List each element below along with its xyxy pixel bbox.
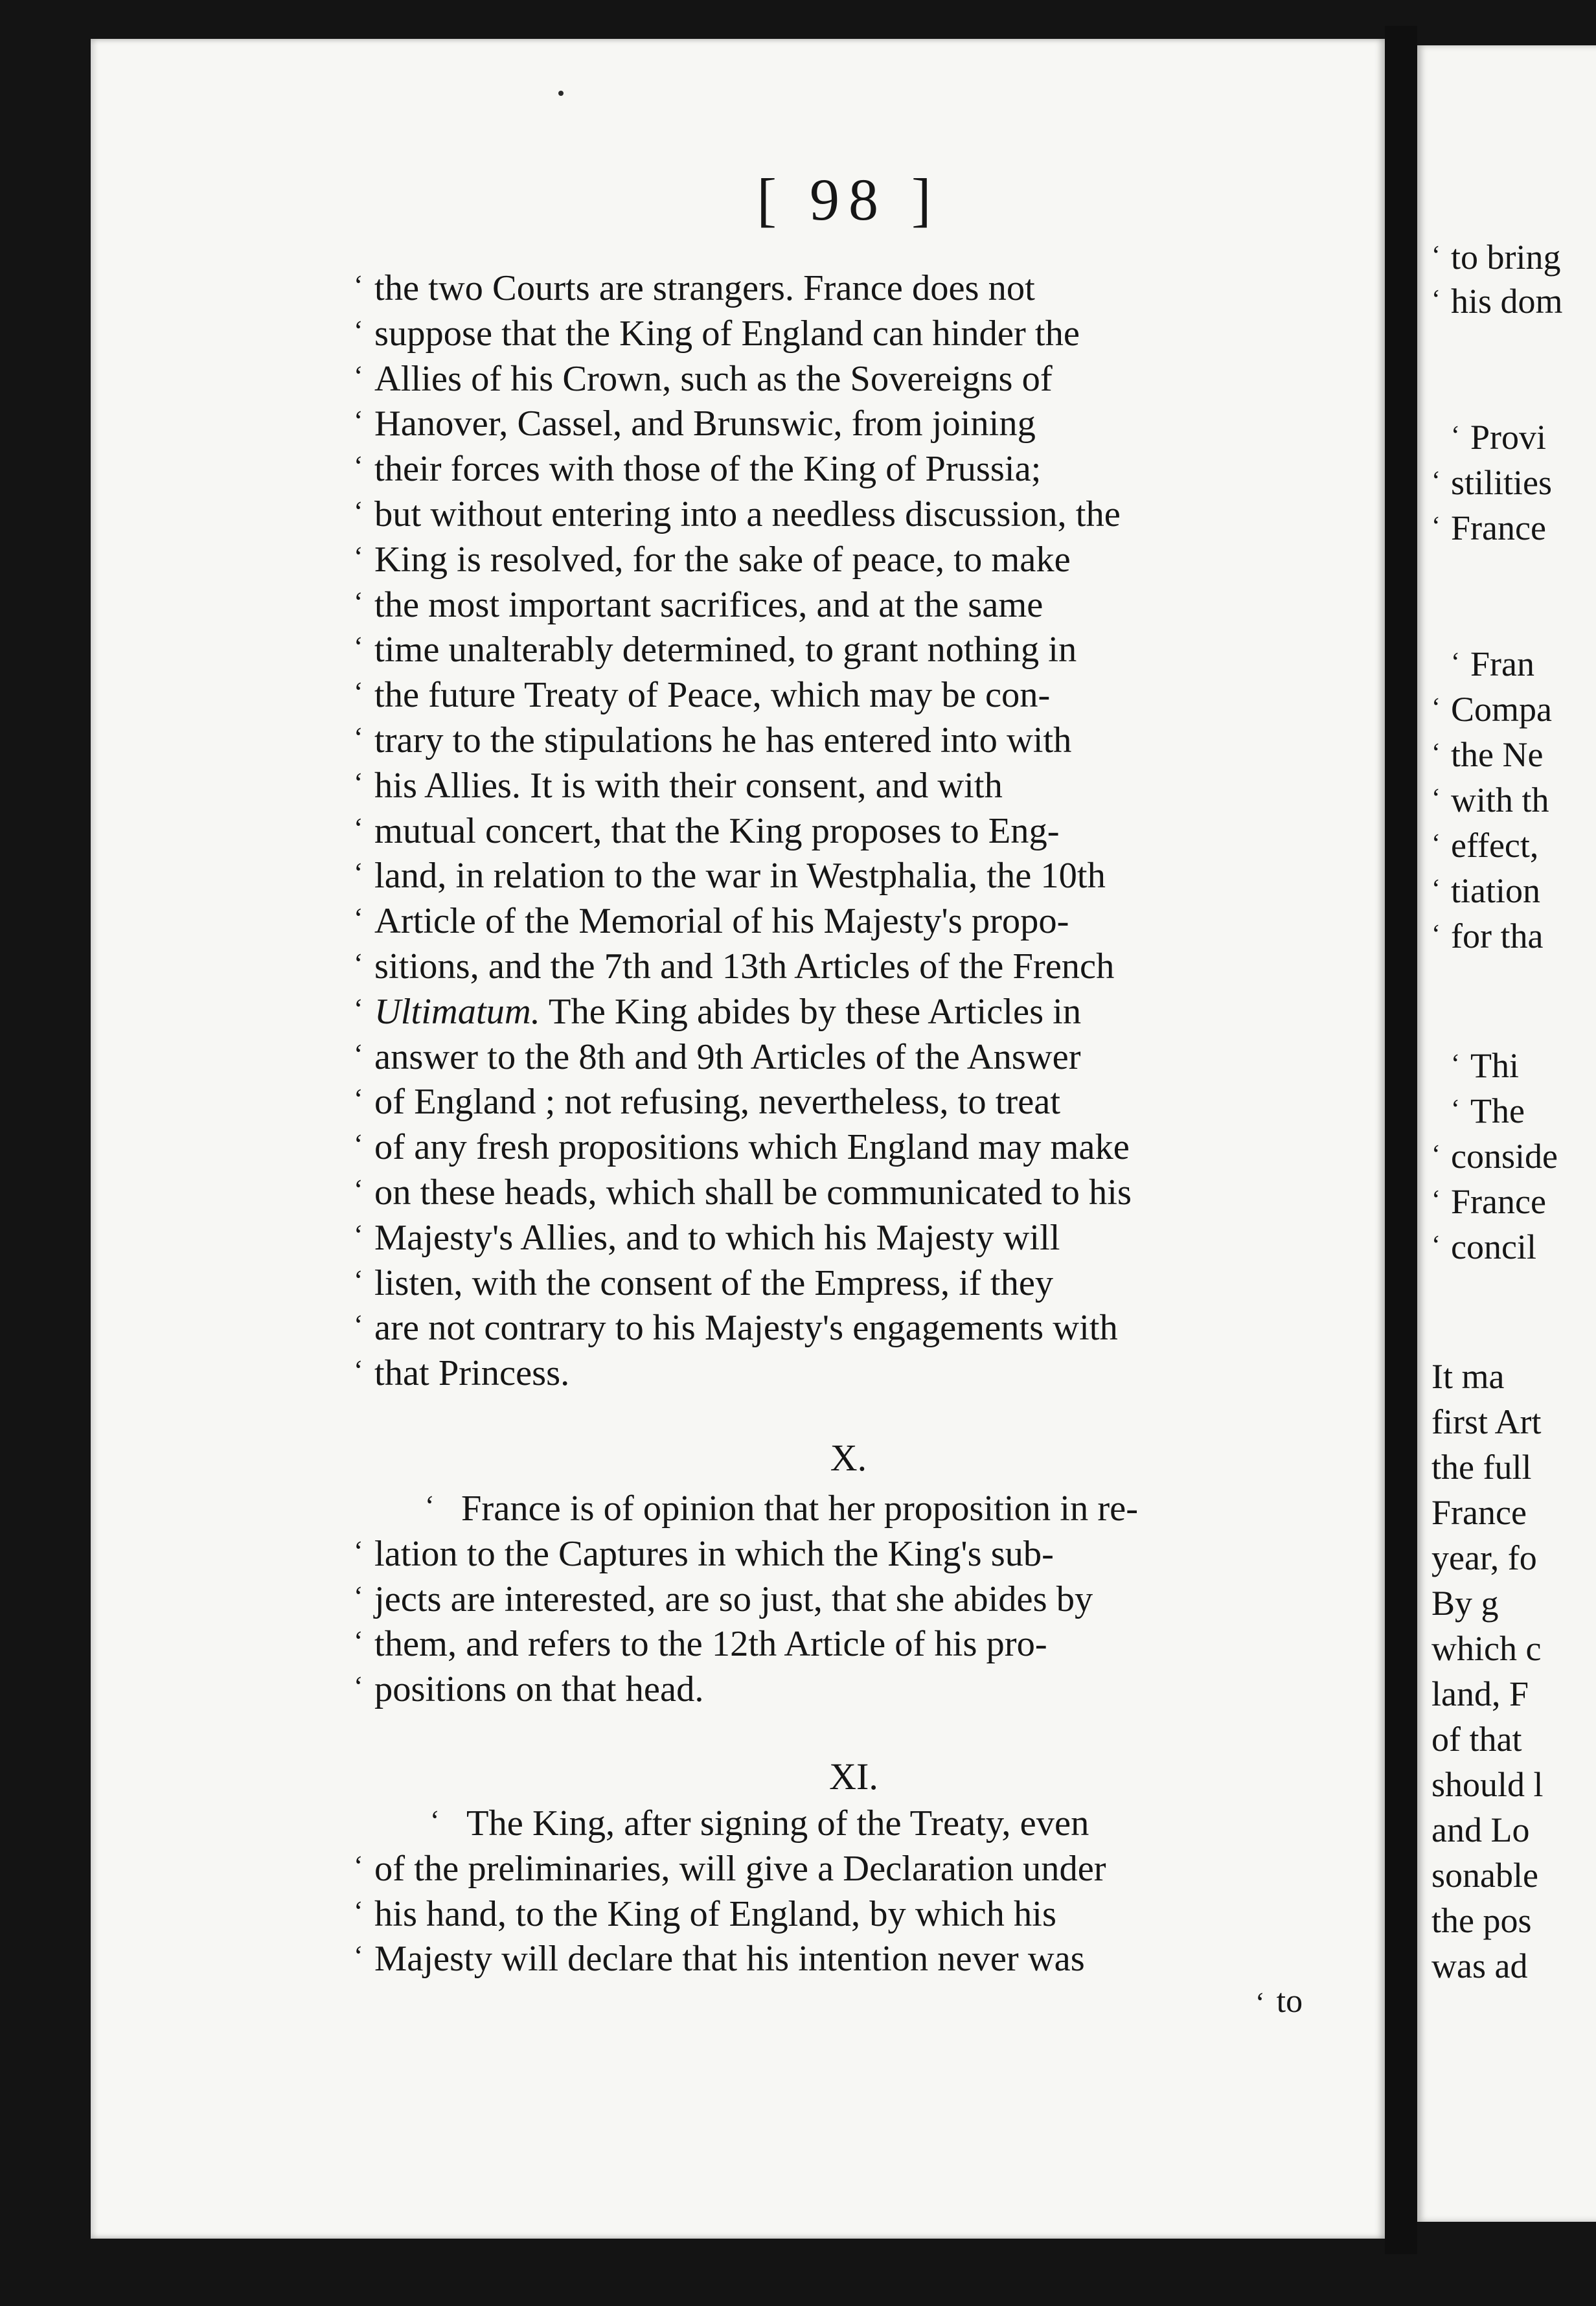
quote-mark: ‘ <box>354 1895 363 1927</box>
line-text: land, in relation to the war in Westphalia, the 10th <box>374 856 1106 896</box>
text-line <box>354 1123 1314 1171</box>
line-text: that Princess. <box>374 1353 570 1394</box>
facing-line-text: first Art <box>1431 1402 1542 1441</box>
line-text: time unalterably determined, to grant nothing in <box>374 630 1077 670</box>
facing-line-text: France <box>1431 1493 1527 1532</box>
quote-mark: ‘ <box>354 540 363 573</box>
line-text: are not contrary to his Majesty's engagements with <box>374 1308 1118 1349</box>
facing-line-text: should l <box>1431 1765 1544 1804</box>
quote-mark: ‘ <box>1451 1095 1460 1124</box>
line-text: trary to the stipulations he has entered into with <box>374 720 1072 760</box>
quote-mark: ‘ <box>354 586 363 618</box>
quote-mark: ‘ <box>354 1354 363 1387</box>
quote-mark: ‘ <box>354 496 363 527</box>
quote-mark: ‘ <box>1431 285 1441 315</box>
facing-text-line <box>1431 1134 1558 1179</box>
line-text: Majesty's Allies, and to which his Majesty will <box>374 1217 1060 1258</box>
text-line <box>354 671 1314 719</box>
top-dark-edge <box>0 0 1596 39</box>
quote-mark: ‘ <box>354 360 363 392</box>
line-text: France is of opinion that her proposition in re- <box>461 1489 1139 1529</box>
line-text: but without entering into a needless discussion, the <box>374 494 1121 534</box>
facing-text-line <box>1431 1224 1536 1270</box>
facing-line-text: It ma <box>1431 1357 1505 1396</box>
line-text: the most important sacrifices, and at the same <box>374 584 1043 625</box>
facing-line-text: By g <box>1431 1584 1499 1623</box>
text-line <box>354 1078 1314 1126</box>
line-text: positions on that head. <box>374 1669 704 1710</box>
text-line <box>354 897 1314 945</box>
section-heading-x: X. <box>830 1437 867 1479</box>
facing-line-text: and Lo <box>1431 1810 1530 1849</box>
facing-line-text: his dom <box>1451 282 1563 321</box>
line-text: the future Treaty of Peace, which may be con- <box>374 675 1051 716</box>
facing-line-text: which c <box>1431 1629 1542 1668</box>
text-line <box>354 1304 1314 1352</box>
facing-text-line <box>1451 415 1547 460</box>
facing-text-line <box>1431 1898 1532 1943</box>
line-text: mutual concert, that the King proposes to Eng- <box>374 810 1060 851</box>
text-line <box>354 626 1314 674</box>
text-line <box>354 988 1314 1036</box>
quote-mark: ‘ <box>354 857 363 889</box>
facing-line-text: effect, <box>1451 826 1539 865</box>
line-text: them, and refers to the 12th Article of his pro- <box>374 1624 1047 1665</box>
facing-text-line <box>1431 1717 1522 1762</box>
text-line <box>354 716 1314 764</box>
facing-line-text: Fran <box>1470 645 1534 683</box>
quote-mark: ‘ <box>354 1671 363 1703</box>
quote-mark: ‘ <box>354 1940 363 1972</box>
quote-mark: ‘ <box>354 631 363 663</box>
quote-mark: ‘ <box>1431 1140 1441 1170</box>
text-line <box>354 1935 1314 1983</box>
quote-mark: ‘ <box>354 992 363 1025</box>
quote-mark: ‘ <box>354 1580 363 1612</box>
quote-mark: ‘ <box>1431 241 1441 271</box>
text-line <box>354 1169 1314 1216</box>
facing-text-line <box>1431 1581 1499 1626</box>
quote-mark: ‘ <box>1255 1987 1265 2018</box>
text-line <box>354 1575 1314 1623</box>
facing-text-line <box>1431 777 1549 823</box>
text-line <box>354 400 1314 448</box>
text-line <box>354 310 1314 358</box>
facing-line-text: the Ne <box>1451 735 1544 774</box>
page-number: [ 98 ] <box>757 166 940 233</box>
facing-text-line <box>1431 687 1552 732</box>
text-line <box>354 1214 1314 1262</box>
quote-mark: ‘ <box>425 1490 435 1522</box>
quote-mark: ‘ <box>354 1535 363 1567</box>
quote-mark: ‘ <box>354 1038 363 1070</box>
line-text-continued: The King abides by these Articles in <box>540 991 1082 1032</box>
line-text: of England ; not refusing, nevertheless, to treat <box>374 1082 1061 1123</box>
line-text: their forces with those of the King of Prussia; <box>374 449 1042 490</box>
text-line <box>354 445 1314 493</box>
quote-mark: ‘ <box>354 812 363 844</box>
text-line <box>354 852 1314 900</box>
quote-mark: ‘ <box>430 1805 440 1836</box>
text-line <box>354 1845 1314 1893</box>
facing-line-text: Provi <box>1470 418 1547 457</box>
line-text: of any fresh propositions which England may make <box>374 1127 1130 1168</box>
line-text: jects are interested, are so just, that she abides by <box>374 1579 1093 1619</box>
facing-line-text: tiation <box>1451 871 1540 910</box>
quote-mark: ‘ <box>354 902 363 935</box>
quote-mark: ‘ <box>1451 648 1460 678</box>
facing-text-line <box>1431 1399 1542 1444</box>
text-line <box>354 490 1314 538</box>
facing-line-text: year, fo <box>1431 1538 1537 1577</box>
text-line <box>425 1485 1400 1533</box>
facing-text-line <box>1431 823 1539 868</box>
speck <box>558 91 564 96</box>
facing-line-text: sonable <box>1431 1856 1538 1895</box>
facing-text-line <box>1431 732 1544 777</box>
line-text: the two Courts are strangers. France does not <box>374 268 1035 308</box>
text-line <box>354 536 1314 584</box>
text-line <box>354 807 1314 855</box>
facing-line-text: for tha <box>1451 917 1544 955</box>
quote-mark: ‘ <box>354 1849 363 1882</box>
facing-text-line <box>1451 641 1534 687</box>
quote-mark: ‘ <box>354 450 363 483</box>
catchword-text: to <box>1276 1983 1303 2020</box>
facing-line-text: the pos <box>1431 1901 1532 1940</box>
facing-line-text: was ad <box>1431 1946 1528 1985</box>
facing-text-line <box>1431 1179 1546 1224</box>
quote-mark: ‘ <box>354 405 363 437</box>
facing-text-line <box>1431 460 1553 505</box>
line-text: suppose that the King of England can hinder the <box>374 313 1080 354</box>
quote-mark: ‘ <box>1431 693 1441 723</box>
line-text: sitions, and the 7th and 13th Articles of the French <box>374 946 1115 987</box>
text-line <box>354 355 1314 403</box>
facing-line-text: with th <box>1451 781 1549 819</box>
facing-line-text: of that <box>1431 1720 1522 1759</box>
facing-text-line <box>1431 234 1561 280</box>
quote-mark: ‘ <box>1431 738 1441 768</box>
facing-text-line <box>1431 1490 1527 1535</box>
facing-text-line <box>1431 1535 1537 1581</box>
text-line <box>354 1890 1314 1938</box>
text-line <box>354 762 1314 810</box>
quote-mark: ‘ <box>354 1218 363 1251</box>
quote-mark: ‘ <box>354 766 363 799</box>
text-line <box>354 581 1314 629</box>
quote-mark: ‘ <box>354 676 363 709</box>
facing-text-line <box>1431 1354 1504 1399</box>
quote-mark: ‘ <box>1431 920 1441 950</box>
facing-line-text: the full <box>1431 1448 1532 1487</box>
line-text: Article of the Memorial of his Majesty's propo- <box>374 901 1069 942</box>
facing-line-text: Compa <box>1451 690 1552 729</box>
line-text: King is resolved, for the sake of peace, to make <box>374 539 1071 580</box>
line-text: of the preliminaries, will give a Declaration under <box>374 1848 1106 1889</box>
facing-line-text: to bring <box>1451 238 1561 277</box>
quote-mark: ‘ <box>354 948 363 979</box>
facing-line-text: concil <box>1451 1227 1536 1266</box>
facing-text-line <box>1431 1444 1531 1490</box>
quote-mark: ‘ <box>1451 1049 1460 1079</box>
quote-mark: ‘ <box>354 1309 363 1341</box>
line-text: Hanover, Cassel, and Brunswic, from joining <box>374 404 1036 444</box>
quote-mark: ‘ <box>1431 1185 1441 1215</box>
quote-mark: ‘ <box>1431 874 1441 904</box>
text-line <box>354 264 1314 312</box>
facing-text-line <box>1431 1626 1541 1671</box>
quote-mark: ‘ <box>354 314 363 347</box>
quote-mark: ‘ <box>1431 829 1441 859</box>
text-line <box>354 1620 1314 1668</box>
quote-mark: ‘ <box>354 269 363 301</box>
quote-mark: ‘ <box>1451 421 1460 451</box>
facing-text-line <box>1431 1943 1527 1989</box>
quote-mark: ‘ <box>1431 1231 1441 1261</box>
quote-mark: ‘ <box>354 1083 363 1115</box>
quote-mark: ‘ <box>354 1128 363 1161</box>
facing-text-line <box>1431 913 1544 959</box>
facing-text-line <box>1431 1762 1544 1807</box>
facing-line-text: conside <box>1451 1137 1558 1176</box>
quote-mark: ‘ <box>354 1264 363 1296</box>
line-text: his hand, to the King of England, by which his <box>374 1893 1056 1934</box>
book-gutter <box>1385 26 1417 2254</box>
line-text: on these heads, which shall be communicated to his <box>374 1172 1132 1213</box>
facing-line-text: stilities <box>1451 463 1553 502</box>
catchword <box>1255 1982 1303 2020</box>
line-text: Ultimatum. <box>374 991 540 1032</box>
facing-line-text: France <box>1451 1182 1546 1221</box>
facing-line-text: The <box>1470 1091 1525 1130</box>
line-text: answer to the 8th and 9th Articles of the Answer <box>374 1036 1081 1077</box>
text-line <box>354 1349 1314 1397</box>
quote-mark: ‘ <box>1431 512 1441 542</box>
facing-text-line <box>1431 505 1546 551</box>
quote-mark: ‘ <box>1431 784 1441 814</box>
text-line <box>354 1033 1314 1081</box>
line-text: Majesty will declare that his intention never was <box>374 1939 1085 1980</box>
facing-text-line <box>1451 1043 1519 1088</box>
quote-mark: ‘ <box>1431 466 1441 496</box>
line-text: his Allies. It is with their consent, and with <box>374 765 1003 806</box>
text-line <box>354 1530 1314 1578</box>
facing-line-text: land, F <box>1431 1674 1529 1713</box>
line-text: lation to the Captures in which the King's sub- <box>374 1533 1054 1574</box>
facing-text-line <box>1431 279 1563 324</box>
text-line <box>354 1259 1314 1307</box>
quote-mark: ‘ <box>354 1174 363 1205</box>
facing-text-line <box>1431 1853 1538 1898</box>
text-line <box>354 942 1314 990</box>
quote-mark: ‘ <box>354 722 363 753</box>
facing-line-text: Thi <box>1470 1046 1519 1085</box>
facing-line-text: France <box>1451 508 1546 547</box>
line-text: Allies of his Crown, such as the Sovereigns of <box>374 358 1053 399</box>
facing-text-line <box>1431 1807 1529 1853</box>
line-text: listen, with the consent of the Empress, if they <box>374 1262 1054 1303</box>
facing-text-line <box>1431 868 1540 913</box>
facing-text-line <box>1431 1671 1529 1717</box>
line-text: The King, after signing of the Treaty, even <box>466 1803 1089 1844</box>
section-heading-xi: XI. <box>829 1755 878 1798</box>
facing-text-line <box>1451 1088 1525 1134</box>
quote-mark: ‘ <box>354 1625 363 1658</box>
text-line <box>430 1799 1406 1847</box>
text-line <box>354 1665 1314 1713</box>
